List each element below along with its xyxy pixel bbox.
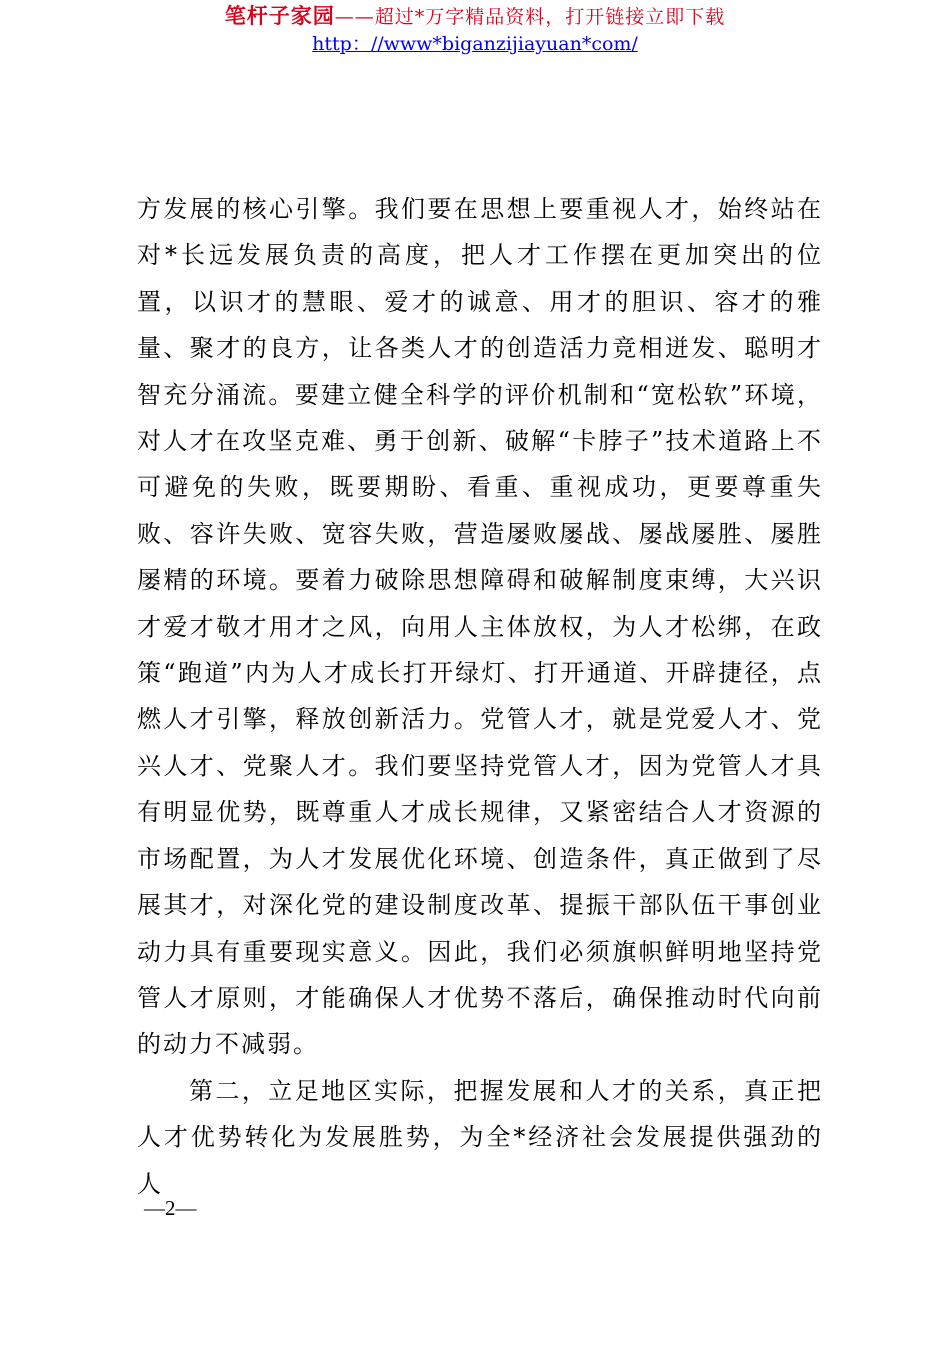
- body-paragraph-1: 方发展的核心引擎。我们要在思想上要重视人才，始终站在对*长远发展负责的高度，把人才工作摆在更加突出的位置，以识才的慧眼、爱才的诚意、用才的胆识、容才的雅量、聚才的良方，让各类人才的创造活力竞相迸发、聪明才智充分涌流。要建立健全科学的评价机制和“宽松软”环境，对人才在攻坚克难、勇于创新、破解“卡脖子”技术道路上不可避免的失败，既要期盼、看重、重视成功，更要尊重失败、容许失败、宽容失败，营造屡败屡战、屡战屡胜、屡胜屡精的环境。要着力破除思想障碍和破解制度束缚，大兴识才爱才敬才用才之风，向用人主体放权，为人才松绑，在政策“跑道”内为人才成长打开绿灯、打开通道、开辟捷径，点燃人才引擎，释放创新活力。党管人才，就是党爱人才、党兴人才、党聚人才。我们要坚持党管人才，因为党管人才具有明显优势，既尊重人才成长规律，又紧密结合人才资源的市场配置，为人才发展优化环境、创造条件，真正做到了尽展其才，对深化党的建设制度改革、提振干部队伍干事创业动力具有重要现实意义。因此，我们必须旗帜鲜明地坚持党管人才原则，才能确保人才优势不落后，确保推动时代向前的动力不减弱。: [137, 195, 823, 1059]
- brand-name: 笔杆子家园: [224, 4, 335, 28]
- document-header: [0, 2, 950, 57]
- header-tagline: ——超过*万字精品资料，打开链接立即下载: [334, 6, 726, 28]
- body-paragraph-2: 第二，立足地区实际，把握发展和人才的关系，真正把人才优势转化为发展胜势，为全*经济社会发展提供强劲的人: [137, 1076, 823, 1198]
- website-link[interactable]: http：//www*biganzijiayuan*com/: [312, 33, 638, 55]
- header-banner: [0, 2, 950, 31]
- document-body: [137, 186, 823, 1207]
- page-number: —2—: [144, 1196, 197, 1220]
- header-link-line: [0, 31, 950, 57]
